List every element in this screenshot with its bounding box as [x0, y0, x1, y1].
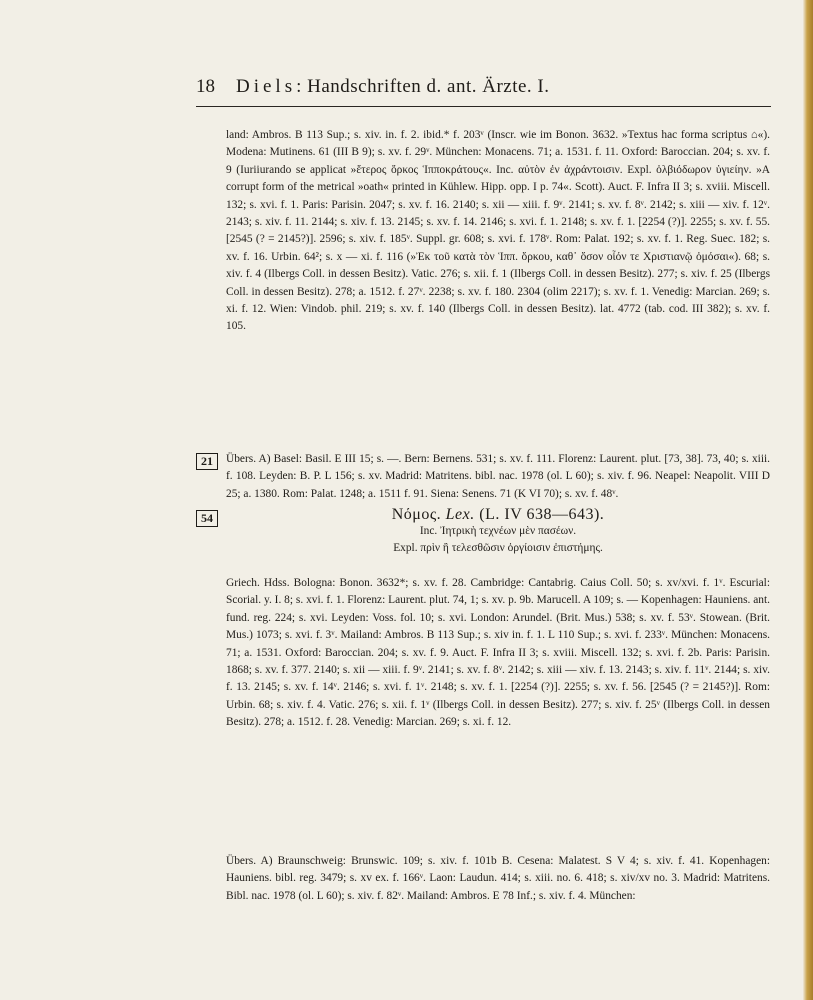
page-number: 18 [196, 76, 215, 97]
running-title-rest: : Handschriften d. ant. Ärzte. I. [296, 76, 550, 97]
incipit: Inc. Ἰητρικὴ τεχνέων μὲν πασέων. [419, 525, 577, 537]
section-21-paragraph: Übers. A) Basel: Basil. E III 15; s. —. Bern: Bernens. 531; s. xv. f. 111. Florenz: Laurent. plut. [73, 38]. 73, 40; s. xiii. f. 108. Leyden: B. P. L 156; s. xv. Madrid: Matritens. bibl. nac. 1978 (ol. L 60); s. xiv. f. 96. Neapel: Neapolit. VIII D 25; a. 1380. Rom: Palat. 1248; a. 1511 f. 91. Siena: Senens. 71 (K VI 70); s. xv. f. 48ᵛ. [226, 453, 770, 500]
section-54-heading [226, 506, 770, 557]
header-rule [196, 106, 771, 107]
title-latin: Lex. [445, 506, 475, 523]
page-header [196, 76, 771, 100]
title-greek: Νόμος. [391, 506, 442, 523]
section-marker-54: 54 [196, 510, 218, 527]
section-marker-21: 21 [196, 453, 218, 470]
section-54-translations [226, 853, 770, 905]
section-top-paragraph: land: Ambros. B 113 Sup.; s. xiv. in. f. 2. ibid.* f. 203ᵛ (Inscr. wie im Bonon. 3632. »Textus hac forma scriptus ⌂«). Modena: Mutinens. 61 (III B 9); s. xv. f. 29ᵛ. München: Monacens. 71; a. 1531. f. 11. Oxford: Baroccian. 204; s. xv. f. 9 (Iuriiurando se applicat »ἕτερος ὅρκος Ἱπποκράτους«. Inc. αὐτὸν ἐν ἀχράντοισιν. Expl. ὀλβιόδωρον ὑγιείην. »A corrupt form of the metrical »oath« printed in Kühlew. Hipp. opp. I p. 74«. Scott). Auct. F. Infra II 3; s. xviii. Miscell. 132; s. xvi. f. 1. Paris: Parisin. 2047; s. xv. f. 16. 2140; s. xii — xiii. f. 9ᵛ. 2141; s. xv. f. 8ᵛ. 2142; s. xiii — xiv. f. 12ᵛ. 2143; s. xiv. f. 11. 2144; s. xiv. f. 13. 2145; s. xv. f. 14. 2146; s. xvi. f. 1. 2148; s. xv. f. 1. [2254 (?)]. 2255; s. xv. f. 55. [2545 (? = 2145?)]. 2596; s. xiv. f. 185ᵛ. Suppl. gr. 608; s. xvi. f. 178ᵛ. Rom: Palat. 192; s. xv. f. 1. Reg. Suec. 182; s. xv. f. 16. Urbin. 64²; s. x — xi. f. 116 (»Ἐκ τοῦ κατὰ τὸν Ἱππ. ὅρκου, καθ᾽ ὅσον οἷόν τε Χριστιανῷ ὀμόσαι«). 68; s. xiv. f. 4 (Ilbergs Coll. in dessen Besitz). Vatic. 276; s. xii. f. 1 (Ilbergs Coll. in dessen Besitz). 277; s. xiv. f. 25 (Ilbergs Coll. in dessen Besitz). 278; a. 1512. f. 27ᵛ. 2238; s. xv. f. 180. 2304 (olim 2217); s. xv. f. 1. Venedig: Marcian. 269; s. xi. f. 12. Wien: Vindob. phil. 219; s. xv. f. 140 (Ilbergs Coll. in dessen Besitz). lat. 4772 (tab. cod. III 382); s. xv. f. 105. [226, 129, 770, 333]
greek-mss-paragraph: Griech. Hdss. Bologna: Bonon. 3632*; s. xv. f. 28. Cambridge: Cantabrig. Caius Coll. 50; s. xv/xvi. f. 1ᵛ. Escurial: Scorial. y. I. 8; s. xvi. f. 1. Florenz: Laurent. plut. 74, 1; s. xv. p. 9b. Marucell. A 109; s. — Kopenhagen: Hauniens. ant. fund. reg. 224; s. xvi. Leyden: Voss. fol. 10; s. xvi. London: Arundel. (Brit. Mus.) 538; s. xv. f. 53ᵛ. Stowean. (Brit. Mus.) 1073; s. xvi. f. 3ᵛ. Mailand: Ambros. B 113 Sup.; s. xiv in. f. 1. L 110 Sup.; s. xvi. f. 233ᵛ. München: Monacens. 71; a. 1531. Oxford: Baroccian. 204; s. xv. f. 9. Auct. F. Infra II 3; s. xviii. Miscell. 132; s. xvi. f. 2b. Paris: Parisin. 1868; s. xv. f. 377. 2140; s. xii — xiii. f. 9ᵛ. 2141; s. xv. f. 8ᵛ. 2142; s. xiii — xiv. f. 13. 2143; s. xiv. f. 11ᵛ. 2144; s. xiv. f. 13. 2145; s. xv. f. 14ᵛ. 2146; s. xvi. f. 1ᵛ. 2148; s. xv. f. 1. [2254 (?)]. 2255; s. xv. f. 56. [2545 (? = 2145?)]. Rom: Urbin. 68; s. xiv. f. 4. Vatic. 276; s. xii. f. 1ᵛ (Ilbergs Coll. in dessen Besitz). 277; s. xiv. f. 25ᵛ (Ilbergs Coll. in dessen Besitz). 278; a. 1512. f. 28. Venedig: Marcian. 269; s. xi. f. 12. [226, 577, 770, 729]
section-top-text [226, 127, 770, 336]
title-reference: (L. IV 638—643). [479, 506, 605, 523]
running-title-author: Diels [236, 76, 297, 97]
running-title [236, 76, 550, 98]
translations-paragraph: Übers. A) Braunschweig: Brunswic. 109; s. xiv. f. 101b B. Cesena: Malatest. S V 4; s. xiv. f. 41. Kopenhagen: Hauniens. bibl. reg. 3479; s. xv ex. f. 166ᵛ. Laon: Laudun. 414; s. xiii. no. 6. 418; s. xiv/xv no. 3. Madrid: Matritens. Bibl. nac. 1978 (ol. L 60); s. xiv. f. 82ᵛ. Mailand: Ambros. E 78 Inf.; s. xiv. f. 4. München: [226, 855, 770, 902]
section-21-text [226, 451, 770, 503]
section-54-greek-mss [226, 575, 770, 732]
section-54-title [226, 506, 770, 523]
page-edge [803, 0, 813, 1000]
explicit: Expl. πρὶν ἢ τελεσθῶσιν ὀργίοισιν ἐπιστήμης. [393, 542, 603, 554]
